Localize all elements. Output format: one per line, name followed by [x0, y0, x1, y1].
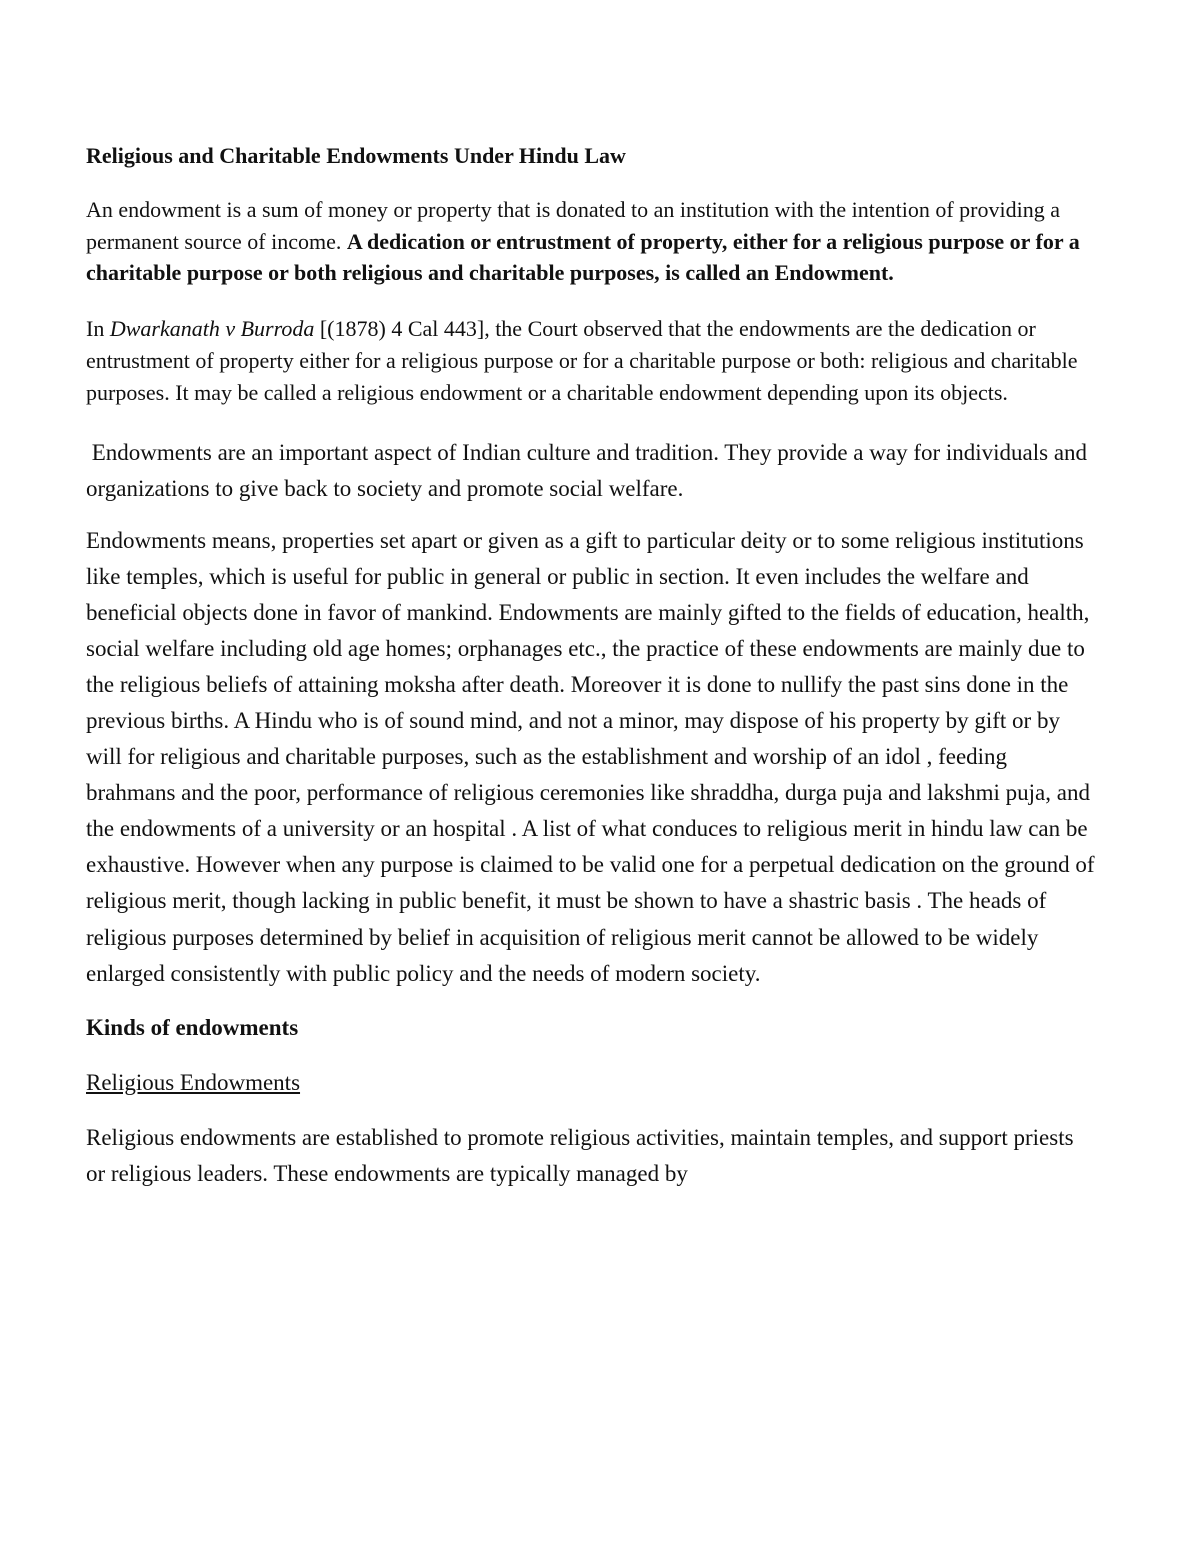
- document-title: Religious and Charitable Endowments Under Hindu Law: [86, 143, 626, 168]
- intro-text: An endowment is a sum of money or property that is donated to an institution with the intention of providing a permanent source of income.: [86, 197, 1060, 254]
- case-text: [(1878) 4 Cal 443], the Court observed that the endowments are the dedication or entrustment of property either for a religious purpose or for a charitable purpose or both: religious and charitable purposes. It may be called a religious endowment or a charitable endowment depending upon its objects.: [86, 315, 1078, 405]
- case-prefix: In: [86, 315, 110, 341]
- religious-endowments-paragraph: Religious endowments are established to promote religious activities, maintain temples, and support priests or religious leaders. These endowments are typically managed by: [86, 1124, 1074, 1186]
- kinds-heading: Kinds of endowments: [86, 1014, 299, 1040]
- document-page: [86, 140, 1096, 1192]
- endowments-meaning-paragraph: Endowments means, properties set apart or given as a gift to particular deity or to some religious institutions like temples, which is useful for public in general or public in section. It even includes the welfare and beneficial objects done in favor of mankind. Endowments are mainly gifted to the fields of education, health, social welfare including old age homes; orphanages etc., the practice of these endowments are mainly due to the religious beliefs of attaining moksha after death. Moreover it is done to nullify the past sins done in the previous births. A Hindu who is of sound mind, and not a minor, may dispose of his property by gift or by will for religious and charitable purposes, such as the establishment and worship of an idol , feeding brahmans and the poor, performance of religious ceremonies like shraddha, durga puja and lakshmi puja, and the endowments of a university or an hospital . A list of what conduces to religious merit in hindu law can be exhaustive. However when any purpose is claimed to be valid one for a perpetual dedication on the ground of religious merit, though lacking in public benefit, it must be shown to have a shastric basis . The heads of religious purposes determined by belief in acquisition of religious merit cannot be allowed to be widely enlarged consistently with public policy and the needs of modern society.: [86, 527, 1095, 986]
- case-law-paragraph: [86, 313, 1096, 409]
- case-name: Dwarkanath v Burroda: [109, 315, 315, 341]
- religious-endowments-heading: Religious Endowments: [86, 1069, 301, 1095]
- intro-paragraph: [86, 194, 1096, 289]
- endowment-definition: A dedication or entrustment of property, either for a religious purpose or for a charitable purpose or both religious and charitable purposes, is called an Endowment.: [86, 228, 1080, 285]
- culture-paragraph: Endowments are an important aspect of Indian culture and tradition. They provide a way for individuals and organizations to give back to society and promote social welfare.: [86, 439, 1093, 501]
